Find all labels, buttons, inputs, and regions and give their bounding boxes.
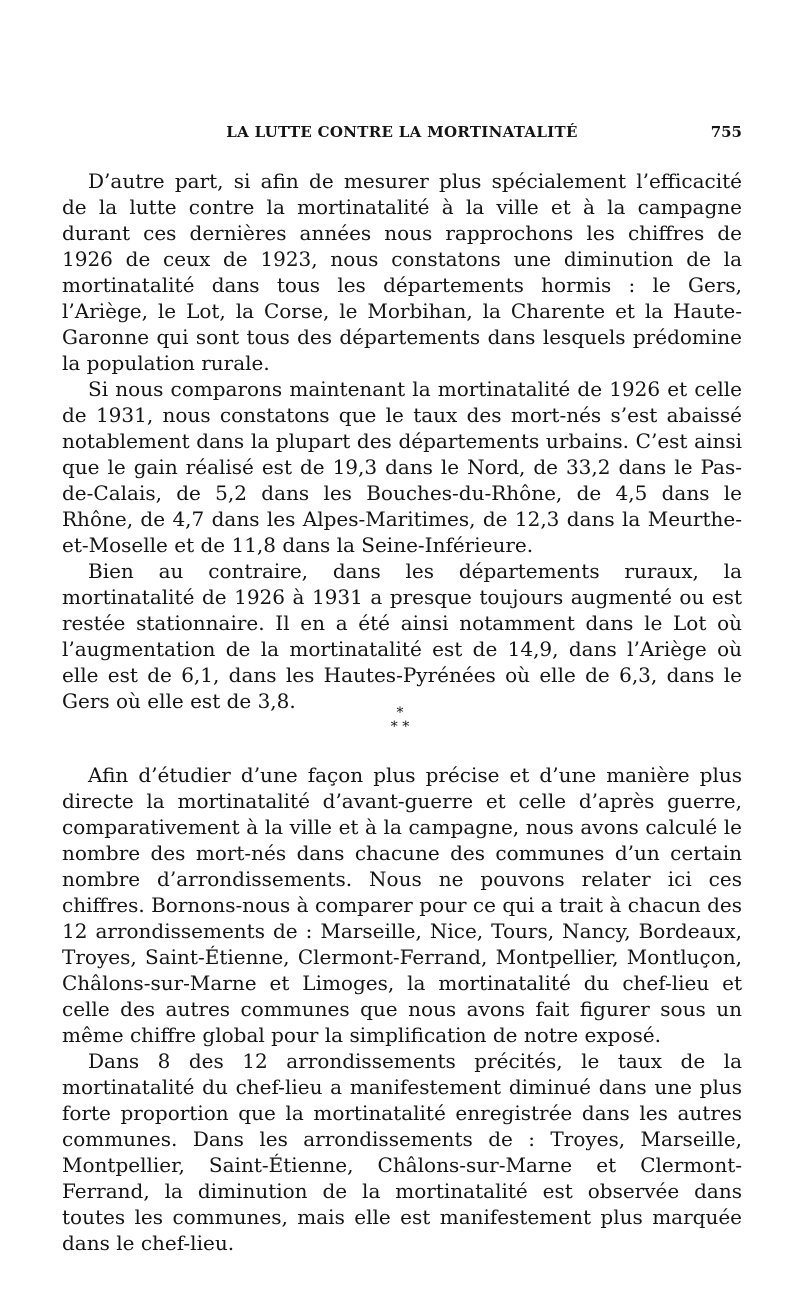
paragraph: Dans 8 des 12 arrondissements précités, le taux de la mortinatalité du chef-lieu a manifestement diminué dans une plus forte proportion que la mortinatalité enregistrée dans les autres communes. Dans les arrondissements de : Troyes, Marseille, Montpellier, Saint-Étienne, Châlons-sur-Marne et Clermont-Ferrand, la diminution de la mortinatalité est observée dans toutes les communes, mais elle est manifestement plus marquée dans le chef-lieu. bbox=[62, 1049, 742, 1255]
running-title: LA LUTTE CONTRE LA MORTINATALITÉ bbox=[226, 123, 578, 141]
section-1 bbox=[62, 168, 742, 714]
section-2 bbox=[62, 762, 742, 1256]
asterism-bottom: * * bbox=[390, 719, 410, 735]
page-number: 755 bbox=[710, 123, 742, 141]
paragraph: Si nous comparons maintenant la mortinatalité de 1926 et celle de 1931, nous constatons que le taux des mort-nés s’est abaissé notablement dans la plupart des départements urbains. C’est ainsi que le gain réalisé est de 19,3 dans le Nord, de 33,2 dans le Pas-de-Calais, de 5,2 dans les Bouches-du-Rhône, de 4,5 dans le Rhône, de 4,7 dans les Alpes-Maritimes, de 12,3 dans la Meurthe-et-Moselle et de 11,8 dans la Seine-Inférieure. bbox=[62, 377, 742, 557]
paragraph: D’autre part, si afin de mesurer plus spécialement l’efficacité de la lutte contre la mortinatalité à la ville et à la campagne durant ces dernières années nous rapprochons les chiffres de 1926 de ceux de 1923, nous constatons une diminution de la mortinatalité dans tous les départements hormis : le Gers, l’Ariège, le Lot, la Corse, le Morbihan, la Charente et la Haute-Garonne qui sont tous des départements dans lesquels prédomine la population rurale. bbox=[62, 169, 742, 375]
running-header bbox=[62, 117, 742, 147]
paragraph: Afin d’étudier d’une façon plus précise et d’une manière plus directe la mortinatalité d’avant-guerre et celle d’après guerre, comparativement à la ville et à la campagne, nous avons calculé le nombre des mort-nés dans chacune des communes d’un certain nombre d’arrondissements. Nous ne pouvons relater ici ces chiffres. Bornons-nous à comparer pour ce qui a trait à chacun des 12 arrondissements de : Marseille, Nice, Tours, Nancy, Bordeaux, Troyes, Saint-Étienne, Clermont-Ferrand, Montpellier, Montluçon, Châlons-sur-Marne et Limoges, la mortinatalité du chef-lieu et celle des autres communes que nous avons fait figurer sous un même chiffre global pour la simplification de notre exposé. bbox=[62, 763, 742, 1047]
section-separator-asterism bbox=[0, 706, 800, 746]
asterism-top: * bbox=[396, 705, 404, 721]
paragraph: Bien au contraire, dans les départements ruraux, la mortinatalité de 1926 à 1931 a presque toujours augmenté ou est restée stationnaire. Il en a été ainsi notamment dans le Lot où l’augmentation de la mortinatalité est de 14,9, dans l’Ariège où elle est de 6,1, dans les Hautes-Pyrénées où elle de 6,3, dans le Gers où elle est de 3,8. bbox=[62, 559, 742, 713]
